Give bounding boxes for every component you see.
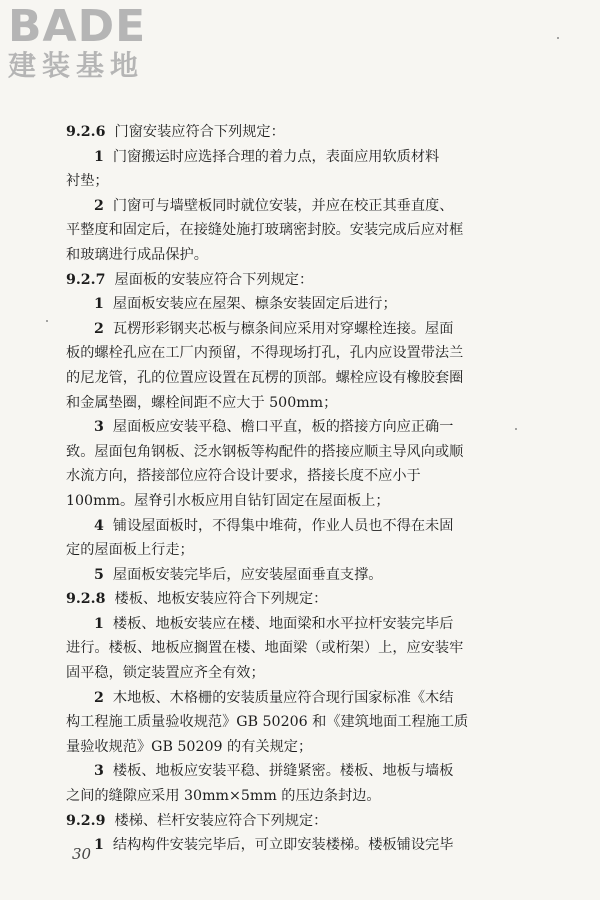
text-line [66, 612, 486, 637]
line-text: 固平稳，锁定装置应齐全有效； [66, 665, 265, 682]
line-text: 楼梯、栏杆安装应符合下列规定： [114, 812, 328, 829]
line-text: 铺设屋面板时，不得集中堆荷，作业人员也不得在未固 [112, 517, 454, 534]
line-text: 结构构件安装完毕后，可立即安装楼梯。楼板铺设完毕 [112, 837, 454, 854]
section-number: 9.2.6 [66, 124, 106, 140]
item-number: 1 [94, 615, 104, 632]
section-heading-line [66, 268, 486, 293]
page-number: 30 [72, 845, 92, 863]
text-line [66, 145, 486, 170]
item-number: 2 [94, 197, 104, 214]
scan-speck [557, 37, 559, 39]
text-line [66, 784, 486, 809]
line-text: 和金属垫圈，螺栓间距不应大于 500mm； [66, 394, 338, 411]
line-text: 水流方向，搭接部位应符合设计要求，搭接长度不应小于 [66, 468, 421, 485]
text-line [66, 366, 486, 391]
line-text: 楼板、地板应安装平稳、拼缝紧密。楼板、地板与墙板 [112, 763, 454, 780]
scan-speck [46, 320, 48, 322]
text-line [66, 317, 486, 342]
scan-speck [515, 428, 517, 430]
logo-brand-text: BADE [8, 1, 147, 52]
text-line [66, 636, 486, 661]
text-line [66, 292, 486, 317]
text-line [66, 735, 486, 760]
item-number: 2 [94, 320, 104, 337]
line-text: 平整度和固定后，在接缝处施打玻璃密封胶。安装完成后应对框 [66, 222, 464, 239]
item-number: 1 [94, 296, 104, 313]
line-text: 100mm。屋脊引水板应用自钻钉固定在屋面板上； [66, 492, 390, 509]
text-line [66, 489, 486, 514]
section-heading-line [66, 120, 486, 145]
text-line [66, 440, 486, 465]
line-text: 楼板、地板安装应符合下列规定： [114, 591, 328, 608]
text-line [66, 341, 486, 366]
line-text: 的尼龙管，孔的位置应设置在瓦楞的顶部。螺栓应设有橡胶套圈 [66, 369, 464, 386]
line-text: 屋面板的安装应符合下列规定： [114, 271, 314, 288]
line-text: 定的屋面板上行走； [66, 542, 194, 559]
line-text: 木地板、木格栅的安装质量应符合现行国家标准《木结 [112, 689, 454, 706]
text-line [66, 710, 486, 735]
item-number: 5 [94, 566, 104, 583]
text-line [66, 169, 486, 194]
text-line [66, 686, 486, 711]
item-number: 3 [94, 419, 104, 436]
section-number: 9.2.8 [66, 591, 106, 608]
line-text: 和玻璃进行成品保护。 [66, 246, 208, 263]
line-text: 进行。楼板、地板应搁置在楼、地面梁（或桁架）上，应安装牢 [66, 640, 464, 657]
line-text: 构工程施工质量验收规范》GB 50206 和《建筑地面工程施工质 [66, 714, 469, 731]
section-heading-line [66, 587, 486, 612]
line-text: 板的螺栓孔应在工厂内预留，不得现场打孔，孔内应设置带法兰 [66, 345, 464, 362]
item-number: 4 [94, 517, 104, 534]
text-line [66, 833, 486, 858]
line-text: 量验收规范》GB 50209 的有关规定； [66, 738, 313, 755]
line-text: 之间的缝隙应采用 30mm×5mm 的压边条封边。 [66, 788, 381, 805]
section-number: 9.2.7 [66, 271, 106, 288]
line-text: 屋面板应安装平稳、檐口平直，板的搭接方向应正确一 [112, 419, 454, 436]
item-number: 2 [94, 689, 104, 706]
text-line [66, 464, 486, 489]
item-number: 1 [94, 837, 104, 854]
text-line [66, 218, 486, 243]
section-number: 9.2.9 [66, 812, 106, 829]
text-line [66, 538, 486, 563]
text-line [66, 661, 486, 686]
text-line [66, 563, 486, 588]
document-body [66, 120, 486, 858]
text-line [66, 514, 486, 539]
section-heading-line [66, 809, 486, 834]
line-text: 致。屋面包角钢板、泛水钢板等构配件的搭接应顺主导风向或顺 [66, 443, 464, 460]
line-text: 门窗安装应符合下列规定： [114, 124, 285, 140]
line-text: 门窗搬运时应选择合理的着力点，表面应用软质材料 [112, 148, 440, 165]
text-line [66, 759, 486, 784]
line-text: 门窗可与墙壁板同时就位安装，并应在校正其垂直度、 [112, 197, 454, 214]
text-line [66, 391, 486, 416]
text-line [66, 415, 486, 440]
logo-subtitle: 建装基地 [8, 49, 145, 82]
item-number: 3 [94, 763, 104, 780]
item-number: 1 [94, 148, 104, 165]
line-text: 楼板、地板安装应在楼、地面梁和水平拉杆安装完毕后 [112, 615, 454, 632]
line-text: 衬垫； [66, 173, 109, 190]
brand-logo [8, 1, 188, 82]
text-line [66, 243, 486, 268]
text-line [66, 194, 486, 219]
line-text: 屋面板安装应在屋架、檩条安装固定后进行； [112, 296, 397, 313]
line-text: 瓦楞形彩钢夹芯板与檩条间应采用对穿螺栓连接。屋面 [112, 320, 454, 337]
line-text: 屋面板安装完毕后，应安装屋面垂直支撑。 [112, 566, 383, 583]
